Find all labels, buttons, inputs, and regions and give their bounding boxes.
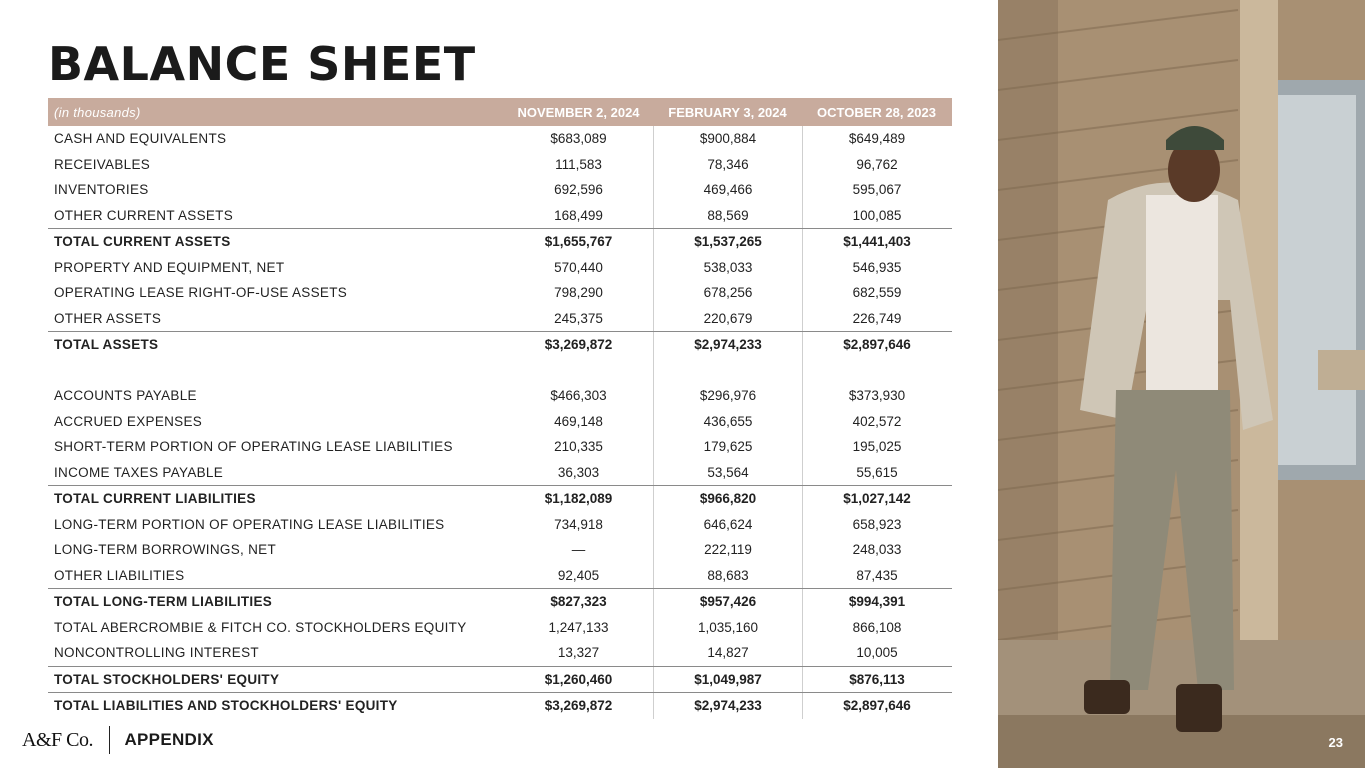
- row-label: SHORT-TERM PORTION OF OPERATING LEASE LIABILITIES: [54, 439, 453, 455]
- row-value: 678,256: [653, 280, 802, 306]
- total-row: [48, 485, 952, 512]
- row-value: $1,655,767: [544, 234, 613, 250]
- row-value: [802, 358, 951, 384]
- row-value: $2,974,233: [653, 693, 802, 719]
- row-value: 87,435: [802, 563, 951, 589]
- row-value: $2,897,646: [802, 332, 951, 358]
- row-value: [653, 358, 802, 384]
- row-value: $966,820: [653, 486, 802, 512]
- row-value: $876,113: [802, 667, 951, 693]
- row-label: TOTAL CURRENT LIABILITIES: [54, 491, 256, 507]
- table-row: [48, 460, 952, 486]
- row-value: 96,762: [802, 152, 951, 178]
- row-value: $296,976: [653, 383, 802, 409]
- row-label: ACCRUED EXPENSES: [54, 413, 203, 429]
- row-value: 53,564: [653, 460, 802, 486]
- row-value: 226,749: [802, 306, 951, 332]
- company-logo: A&F Co.: [22, 728, 93, 751]
- row-value: 646,624: [653, 512, 802, 538]
- row-value: 469,148: [554, 413, 603, 429]
- row-label: TOTAL CURRENT ASSETS: [54, 234, 231, 250]
- row-label: RECEIVABLES: [54, 156, 151, 172]
- row-value: 1,247,133: [548, 619, 609, 635]
- row-value: $2,897,646: [802, 693, 951, 719]
- row-value: 88,569: [653, 203, 802, 229]
- table-row: [48, 640, 952, 666]
- row-label: INCOME TAXES PAYABLE: [54, 464, 224, 480]
- table-row: [48, 409, 952, 435]
- row-value: $1,537,265: [653, 229, 802, 255]
- footer: [22, 726, 214, 754]
- row-value: 245,375: [554, 310, 603, 326]
- row-value: 10,005: [802, 640, 951, 666]
- table-row: [48, 434, 952, 460]
- row-label: CASH AND EQUIVALENTS: [54, 131, 227, 147]
- row-value: 195,025: [802, 434, 951, 460]
- row-value: 55,615: [802, 460, 951, 486]
- units-label: (in thousands): [54, 104, 141, 120]
- page-title: BALANCE SHEET: [48, 37, 476, 91]
- row-value: 88,683: [653, 563, 802, 589]
- row-label: LONG-TERM PORTION OF OPERATING LEASE LIABILITIES: [54, 516, 445, 532]
- table-row: [48, 177, 952, 203]
- row-value: $994,391: [802, 589, 951, 615]
- footer-divider: [109, 726, 111, 754]
- spacer-row: [48, 358, 952, 384]
- total-row: [48, 666, 952, 693]
- row-label: TOTAL LONG-TERM LIABILITIES: [54, 594, 273, 610]
- page-number: 23: [1328, 735, 1343, 750]
- row-value: 179,625: [653, 434, 802, 460]
- row-value: $957,426: [653, 589, 802, 615]
- row-label: TOTAL ASSETS: [54, 337, 159, 353]
- row-value: $900,884: [653, 126, 802, 152]
- row-value: 866,108: [802, 615, 951, 641]
- row-value: 111,583: [555, 156, 602, 172]
- row-label: TOTAL ABERCROMBIE & FITCH CO. STOCKHOLDERS EQUITY: [54, 619, 467, 635]
- row-value: $3,269,872: [544, 337, 613, 353]
- row-value: $1,441,403: [802, 229, 951, 255]
- row-value: 210,335: [554, 439, 603, 455]
- row-value: 692,596: [554, 182, 603, 198]
- row-value: $466,303: [550, 388, 607, 404]
- row-value: 469,466: [653, 177, 802, 203]
- total-row: [48, 692, 952, 719]
- row-value: 682,559: [802, 280, 951, 306]
- row-value: 14,827: [653, 640, 802, 666]
- row-value: 78,346: [653, 152, 802, 178]
- table-row: [48, 615, 952, 641]
- row-value: 734,918: [554, 516, 603, 532]
- photo-illustration: [998, 0, 1365, 768]
- row-value: $3,269,872: [544, 698, 613, 714]
- row-value: 92,405: [557, 567, 600, 583]
- section-label: APPENDIX: [124, 730, 214, 749]
- row-value: 1,035,160: [653, 615, 802, 641]
- row-value: 538,033: [653, 255, 802, 281]
- row-value: 658,923: [802, 512, 951, 538]
- row-value: $649,489: [802, 126, 951, 152]
- row-value: $2,974,233: [653, 332, 802, 358]
- table-row: [48, 563, 952, 589]
- row-value: 100,085: [802, 203, 951, 229]
- row-value: 168,499: [554, 207, 603, 223]
- total-row: [48, 331, 952, 358]
- column-header: FEBRUARY 3, 2024: [668, 104, 787, 120]
- row-label: NONCONTROLLING INTEREST: [54, 645, 259, 661]
- row-label: TOTAL STOCKHOLDERS' EQUITY: [54, 671, 280, 687]
- table-row: [48, 383, 952, 409]
- row-value: $827,323: [550, 594, 607, 610]
- row-label: TOTAL LIABILITIES AND STOCKHOLDERS' EQUITY: [54, 698, 398, 714]
- row-value: —: [571, 542, 586, 558]
- column-header: NOVEMBER 2, 2024: [517, 104, 640, 120]
- row-label: OPERATING LEASE RIGHT-OF-USE ASSETS: [54, 285, 348, 301]
- row-value: 595,067: [802, 177, 951, 203]
- balance-sheet-table: [48, 98, 952, 719]
- column-header: OCTOBER 28, 2023: [817, 104, 936, 120]
- table-row: [48, 255, 952, 281]
- row-value: 402,572: [802, 409, 951, 435]
- row-value: 13,327: [557, 645, 600, 661]
- row-value: 798,290: [554, 285, 603, 301]
- row-value: $1,049,987: [653, 667, 802, 693]
- row-label: OTHER LIABILITIES: [54, 567, 185, 583]
- row-value: $1,027,142: [802, 486, 951, 512]
- table-row: [48, 306, 952, 332]
- row-value: 436,655: [653, 409, 802, 435]
- table-row: [48, 280, 952, 306]
- row-label: INVENTORIES: [54, 182, 149, 198]
- model-photo: [998, 0, 1365, 768]
- total-row: [48, 588, 952, 615]
- table-row: [48, 203, 952, 229]
- table-row: [48, 152, 952, 178]
- row-value: 220,679: [653, 306, 802, 332]
- row-label: LONG-TERM BORROWINGS, NET: [54, 542, 277, 558]
- row-label: PROPERTY AND EQUIPMENT, NET: [54, 259, 285, 275]
- table-header: [48, 98, 952, 126]
- row-value: $373,930: [802, 383, 951, 409]
- row-value: 248,033: [802, 537, 951, 563]
- row-value: 222,119: [653, 537, 802, 563]
- row-label: ACCOUNTS PAYABLE: [54, 388, 197, 404]
- table-body: [48, 126, 952, 719]
- total-row: [48, 228, 952, 255]
- row-value: [504, 358, 653, 384]
- row-value: 570,440: [554, 259, 603, 275]
- row-label: OTHER ASSETS: [54, 310, 162, 326]
- row-label: OTHER CURRENT ASSETS: [54, 207, 234, 223]
- row-value: 546,935: [802, 255, 951, 281]
- table-row: [48, 512, 952, 538]
- row-value: $1,182,089: [544, 491, 613, 507]
- table-row: [48, 537, 952, 563]
- table-row: [48, 126, 952, 152]
- row-value: $1,260,460: [544, 671, 613, 687]
- row-value: $683,089: [550, 131, 607, 147]
- row-value: 36,303: [557, 464, 600, 480]
